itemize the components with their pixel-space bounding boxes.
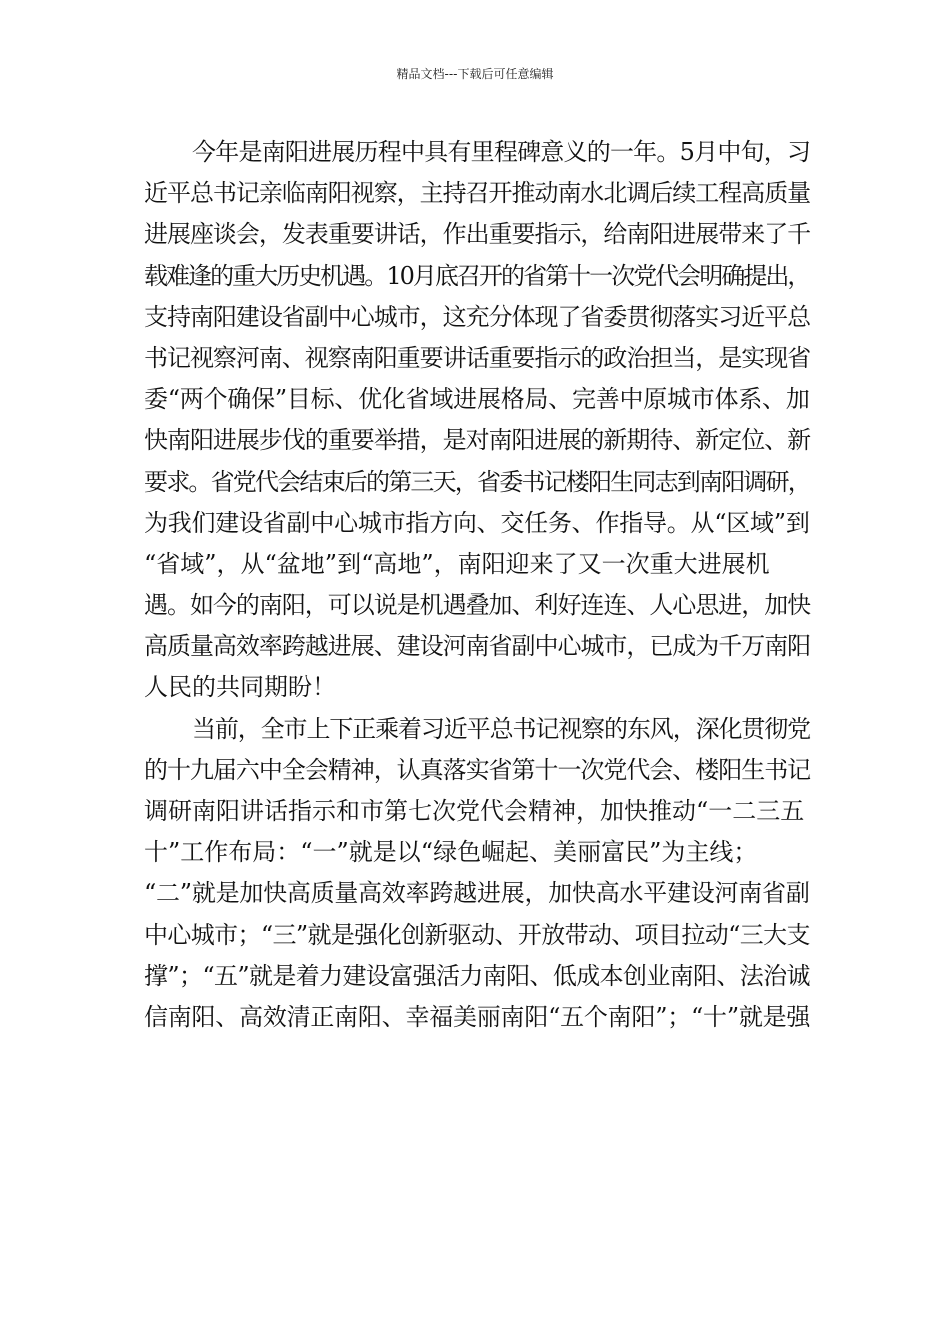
paragraph-line: 进展座谈会，发表重要讲话，作出重要指示，给南阳进展带来了千 (144, 220, 811, 249)
paragraph-line: 当前，全市上下正乘着习近平总书记视察的东风，深化贯彻党 (192, 714, 811, 743)
paragraph-line: 信南阳、高效清正南阳、幸福美丽南阳“五个南阳”；“十”就是强 (144, 1002, 811, 1031)
paragraph-line: “省域”，从“盆地”到“高地”，南阳迎来了又一次重大进展机 (144, 549, 770, 578)
paragraph-line: 支持南阳建设省副中心城市，这充分体现了省委贯彻落实习近平总 (144, 302, 811, 331)
paragraph-line: 载难逢的重大历史机遇。10月底召开的省第十一次党代会明确提出， (144, 261, 810, 290)
page-header: 精品文档---下载后可任意编辑 (396, 67, 554, 81)
paragraph-line: “二”就是加快高质量高效率跨越进展，加快高水平建设河南省副 (144, 879, 810, 908)
paragraph-1 (144, 132, 810, 709)
paragraph-line: 调研南阳讲话指示和市第七次党代会精神，加快推动“一二三五 (144, 797, 805, 825)
paragraph-line: 今年是南阳进展历程中具有里程碑意义的一年。5月中旬，习 (192, 138, 811, 166)
paragraph-line: 为我们建设省副中心城市指方向、交任务、作指导。从“区域”到 (144, 508, 810, 537)
paragraph-line: 撑”；“五”就是着力建设富强活力南阳、低成本创业南阳、法治诚 (144, 961, 810, 990)
paragraph-line: 近平总书记亲临南阳视察，主持召开推动南水北调后续工程高质量 (144, 179, 811, 208)
paragraph-line: 的十九届六中全会精神，认真落实省第十一次党代会、楼阳生书记 (144, 755, 811, 784)
paragraph-line: 委“两个确保”目标、优化省域进展格局、完善中原城市体系、加 (144, 385, 810, 414)
paragraph-line: 高质量高效率跨越进展、建设河南省副中心城市，已成为千万南阳 (144, 632, 811, 661)
paragraph-line: 书记视察河南、视察南阳重要讲话重要指示的政治担当，是实现省 (144, 343, 811, 372)
paragraph-line: 遇。如今的南阳，可以说是机遇叠加、利好连连、人心思进，加快 (144, 591, 811, 620)
paragraph-line: 快南阳进展步伐的重要举措，是对南阳进展的新期待、新定位、新 (144, 426, 811, 455)
document-body (144, 132, 810, 1038)
paragraph-line: 要求。省党代会结束后的第三天，省委书记楼阳生同志到南阳调研， (144, 467, 810, 496)
paragraph-line: 中心城市；“三”就是强化创新驱动、开放带动、项目拉动“三大支 (144, 920, 810, 949)
paragraph-2 (144, 709, 810, 1039)
paragraph-line: 人民的共同期盼！ (144, 673, 336, 702)
paragraph-line: 十”工作布局：“一”就是以“绿色崛起、美丽富民”为主线； (144, 838, 758, 867)
